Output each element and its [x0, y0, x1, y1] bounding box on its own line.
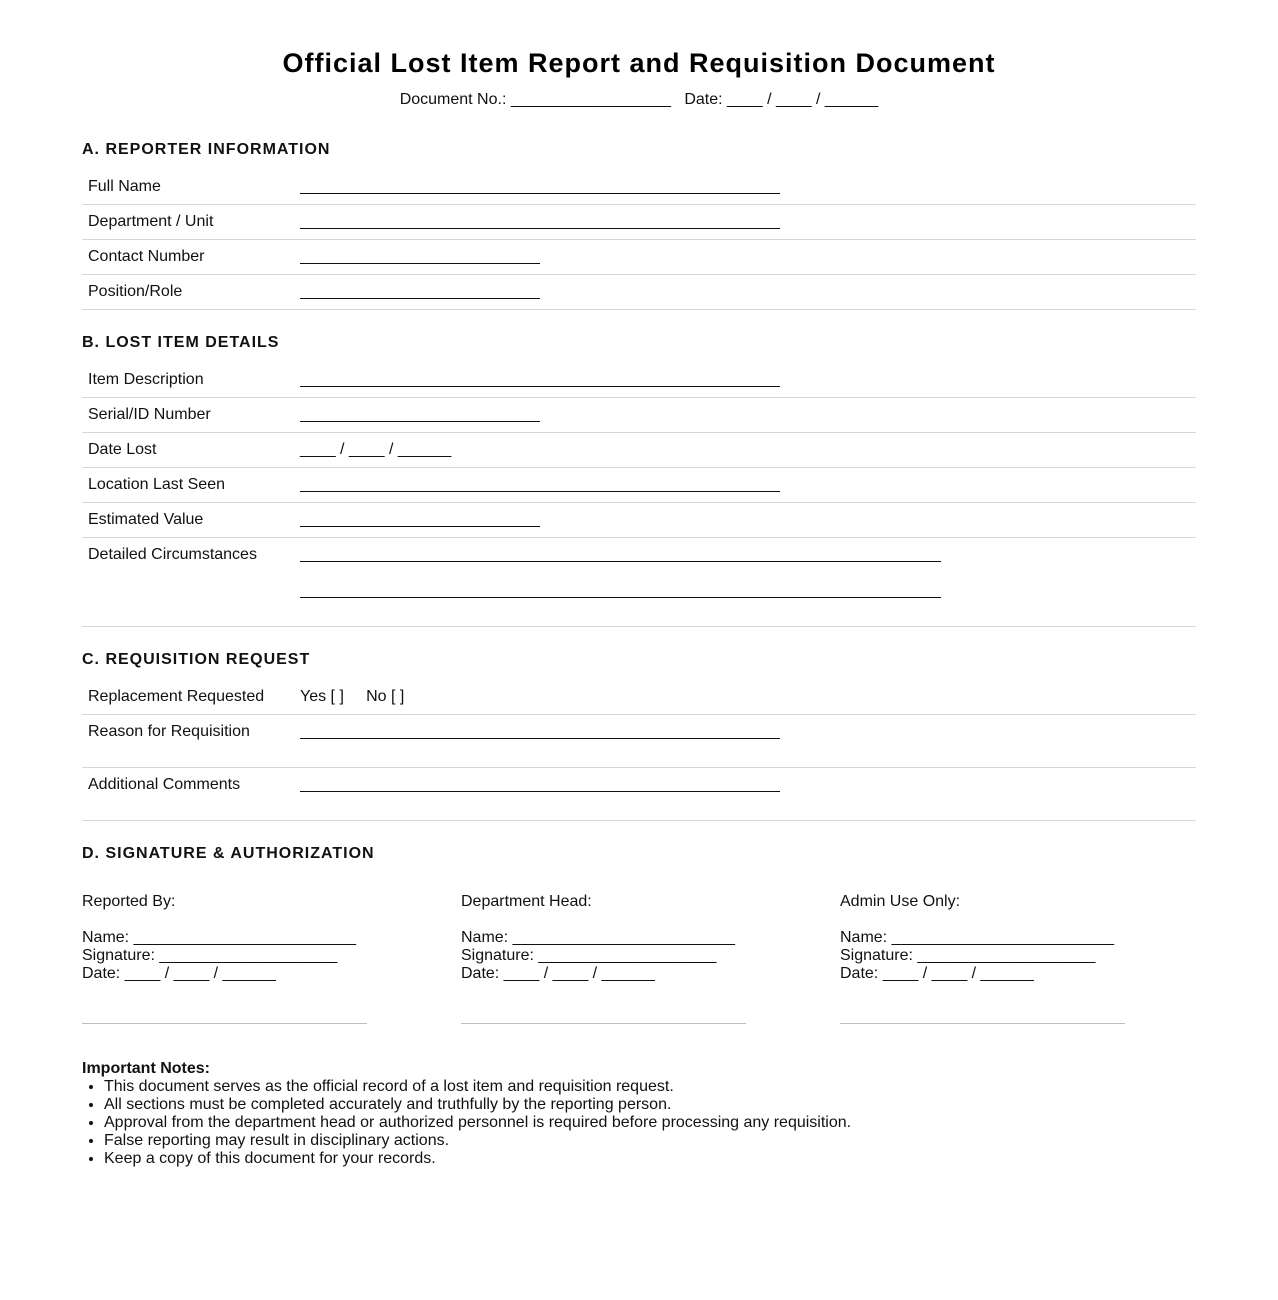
section-b-heading: B. LOST ITEM DETAILS: [82, 334, 280, 351]
field-row-location-last-seen: [82, 468, 1196, 503]
signature-divider: [840, 1023, 1125, 1024]
signature-blank[interactable]: Signature: ____________________: [840, 947, 1096, 964]
yes-no-checkboxes[interactable]: Yes [ ] No [ ]: [300, 688, 405, 705]
note-item: • All sections must be completed accurately and truthfully by the reporting person.: [104, 1096, 851, 1114]
field-row-full-name: [82, 170, 1196, 205]
circumstances-blank-line-2[interactable]: [300, 597, 941, 598]
serial-number-blank[interactable]: [300, 421, 540, 422]
field-row-replacement-requested: [82, 680, 1196, 715]
field-label: Full Name: [88, 178, 161, 195]
date-blank[interactable]: Date: ____ / ____ / ______: [461, 965, 655, 982]
field-label: Contact Number: [88, 248, 205, 265]
document-number-date-line: Document No.: __________________ Date: ____ / ____ / ______: [399, 91, 879, 108]
field-label: Item Description: [88, 371, 204, 388]
date-blank[interactable]: Date: ____ / ____ / ______: [82, 965, 276, 982]
notes-title: Important Notes:: [82, 1060, 210, 1077]
field-row-circumstances: [82, 538, 1196, 627]
field-row-reason: [82, 715, 1196, 768]
signature-block-admin: [840, 893, 1170, 983]
note-item: • Approval from the department head or authorized personnel is required before processing any requisition.: [104, 1114, 851, 1132]
circumstances-blank-line-1[interactable]: [300, 561, 941, 562]
field-label: Estimated Value: [88, 511, 204, 528]
field-row-department: [82, 205, 1196, 240]
item-description-blank[interactable]: [300, 386, 780, 387]
signature-block-title: Department Head:: [461, 893, 592, 910]
estimated-value-blank[interactable]: [300, 526, 540, 527]
field-row-estimated-value: [82, 503, 1196, 538]
section-a-heading: A. REPORTER INFORMATION: [82, 141, 331, 158]
field-label: Additional Comments: [88, 776, 241, 793]
field-row-date-lost: [82, 433, 1196, 468]
signature-blank[interactable]: Signature: ____________________: [461, 947, 717, 964]
field-label: Serial/ID Number: [88, 406, 211, 423]
signature-blank[interactable]: Signature: ____________________: [82, 947, 338, 964]
field-row-contact-number: [82, 240, 1196, 275]
field-label: Position/Role: [88, 283, 183, 300]
field-label: Replacement Requested: [88, 688, 265, 705]
important-notes: [82, 1060, 851, 1168]
signature-divider: [461, 1023, 746, 1024]
section-d-heading: D. SIGNATURE & AUTHORIZATION: [82, 845, 375, 862]
reason-blank[interactable]: [300, 738, 780, 739]
field-label: Detailed Circumstances: [88, 546, 257, 563]
field-label: Reason for Requisition: [88, 723, 250, 740]
full-name-blank[interactable]: [300, 193, 780, 194]
field-label: Location Last Seen: [88, 476, 225, 493]
signature-block-department-head: [461, 893, 791, 983]
signature-block-reported-by: [82, 893, 412, 983]
position-blank[interactable]: [300, 298, 540, 299]
signature-block-title: Reported By:: [82, 893, 176, 910]
signature-divider: [82, 1023, 367, 1024]
field-row-item-description: [82, 363, 1196, 398]
note-item: • Keep a copy of this document for your records.: [104, 1150, 851, 1168]
field-row-position: [82, 275, 1196, 310]
field-label: Department / Unit: [88, 213, 214, 230]
contact-number-blank[interactable]: [300, 263, 540, 264]
field-row-serial-number: [82, 398, 1196, 433]
field-row-comments: [82, 768, 1196, 821]
document-title: Official Lost Item Report and Requisition Document: [282, 48, 996, 78]
comments-blank[interactable]: [300, 791, 780, 792]
note-item: • This document serves as the official record of a lost item and requisition request.: [104, 1078, 851, 1096]
name-blank[interactable]: Name: _________________________: [461, 929, 736, 946]
name-blank[interactable]: Name: _________________________: [840, 929, 1115, 946]
name-blank[interactable]: Name: _________________________: [82, 929, 357, 946]
location-blank[interactable]: [300, 491, 780, 492]
field-label: Date Lost: [88, 441, 157, 458]
date-blank[interactable]: Date: ____ / ____ / ______: [840, 965, 1034, 982]
department-blank[interactable]: [300, 228, 780, 229]
date-lost-blank[interactable]: ____ / ____ / ______: [300, 441, 452, 458]
notes-list: [104, 1078, 851, 1168]
signature-block-title: Admin Use Only:: [840, 893, 961, 910]
note-item: • False reporting may result in disciplinary actions.: [104, 1132, 851, 1150]
section-c-heading: C. REQUISITION REQUEST: [82, 651, 311, 668]
